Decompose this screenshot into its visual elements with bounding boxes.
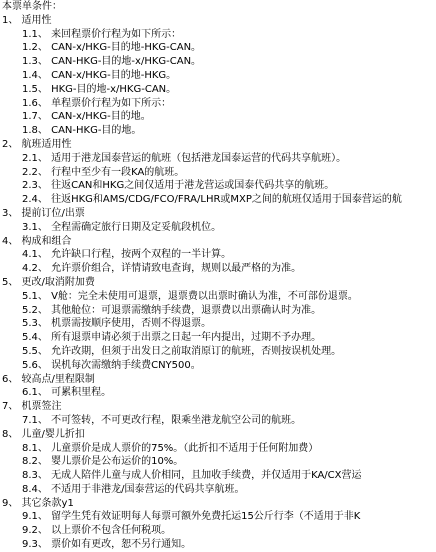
condition-item: 9.1、 留学生凭有效证明每人每票可额外免费托运15公斤行李（不适用于非K [22,511,361,523]
condition-item: 1.3、 CAN-HKG-目的地-x/HKG-CAN。 [22,56,202,68]
condition-item: 1.8、 CAN-HKG-目的地。 [22,125,142,137]
condition-item: 5.1、 V舱：完全未使用可退票，退票费以出票时确认为准，不可部份退票。 [22,290,358,302]
condition-item: 5.2、 其他舱位：可退票需缴纳手续费，退票费以出票确认时为准。 [22,304,322,316]
condition-item: 1.4、 CAN-x/HKG-目的地-HKG。 [22,69,177,81]
condition-item: 1.6、 单程票价行程为如下所示： [22,97,172,109]
condition-item: 9.2、 以上票价不包含任何税项。 [22,525,172,537]
condition-item: 4.1、 允许缺口行程，按两个双程的一半计算。 [22,249,232,261]
condition-item: 8.3、 无成人陪伴儿童与成人价相同，且加收手续费，并仅适用于KA/CX营运 [22,470,362,482]
condition-item: 1.1、 来回程票价行程为如下所示： [22,28,182,40]
condition-item: 2.2、 行程中至少有一段KA的航班。 [22,166,185,178]
section-heading: 3、 提前订位/出票 [2,207,85,219]
section-heading: 6、 较高点/里程限制 [2,373,95,385]
condition-item: 2.4、 往返HKG和AMS/CDG/FCO/FRA/LHR或MXP之间的航班仅适用于国泰营运的航 [22,194,402,206]
condition-item: 3.1、 全程需确定旅行日期及定妥航段机位。 [22,221,222,233]
condition-item: 1.5、 HKG-目的地-x/HKG-CAN。 [22,83,177,95]
condition-item: 8.4、 不适用于非港龙/国泰营运的代码共享航班。 [22,483,245,495]
condition-item: 6.1、 可累积里程。 [22,387,112,399]
condition-item: 9.3、 票价如有更改，恕不另行通知。 [22,539,192,551]
condition-item: 2.1、 适用于港龙国泰营运的航班（包括港龙国泰运营的代码共享航班）。 [22,152,347,164]
condition-item: 5.6、 误机每次需缴纳手续费CNY500。 [22,359,201,371]
section-heading: 7、 机票签注 [2,401,62,413]
condition-item: 2.3、 往返CAN和HKG之间仅适用于港龙营运或国泰代码共享的航班。 [22,180,335,192]
section-heading: 5、 更改/取消附加费 [2,276,95,288]
condition-item: 8.1、 儿童票价是成人票价的75%。（此折扣不适用于任何附加费） [22,442,319,454]
condition-item: 1.2、 CAN-x/HKG-目的地-HKG-CAN。 [22,42,202,54]
condition-item: 5.5、 允许改期，但须于出发日之前取消原订的航班，否则按误机处理。 [22,345,342,357]
section-heading: 4、 构成和组合 [2,235,72,247]
condition-item: 4.2、 允许票价组合，详情请致电查询，规则以最严格的为准。 [22,263,302,275]
condition-item: 5.3、 机票需按顺序使用，否则不得退票。 [22,318,212,330]
conditions-list [0,14,436,552]
section-heading: 1、 适用性 [2,14,52,26]
section-heading: 2、 航班适用性 [2,138,72,150]
section-heading: 9、 其它条款y1 [2,497,74,509]
document-title: 本票单条件： [2,1,62,12]
condition-item: 7.1、 不可签转，不可更改行程，限乘坐港龙航空公司的航班。 [22,414,302,426]
condition-item: 1.7、 CAN-x/HKG-目的地。 [22,111,151,123]
condition-item: 5.4、 所有退票申请必须于出票之日起一年内提出，过期不予办理。 [22,332,322,344]
condition-item: 8.2、 婴儿票价是公布运价的10%。 [22,456,184,468]
section-heading: 8、 儿童/婴儿折扣 [2,428,85,440]
